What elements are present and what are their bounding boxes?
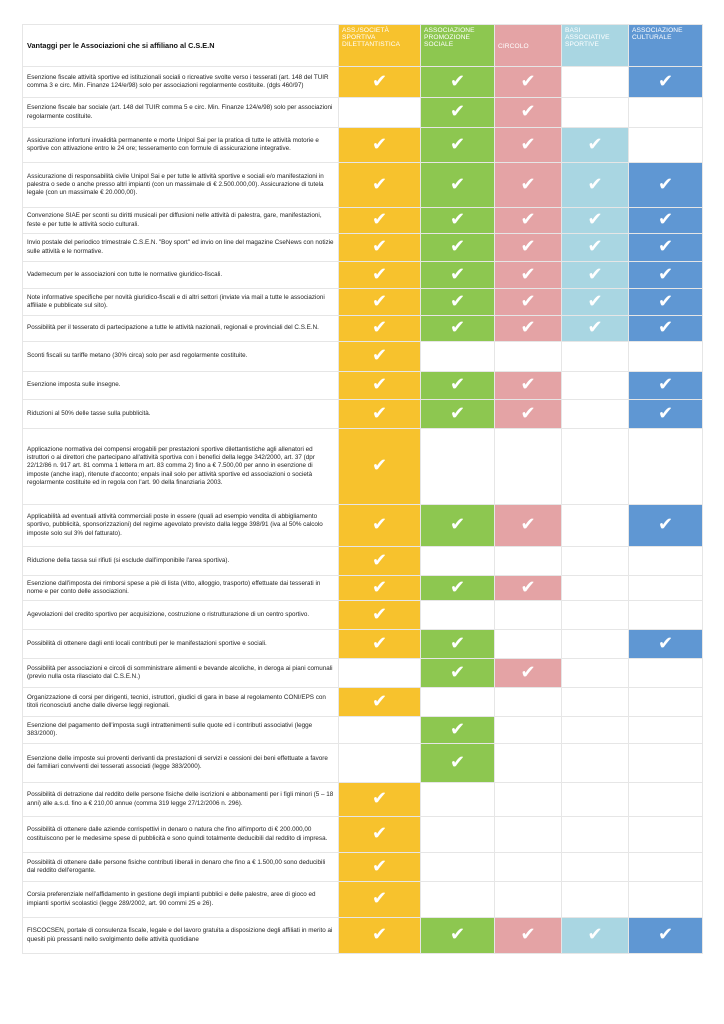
- benefit-description: Corsia preferenziale nell'affidamento in gestione degli impianti pubblici e delle palestre, aree di gioco ed impianti sportivi scolastici (legge 289/2002, art. 90 commi 25 e 26).: [23, 882, 339, 918]
- empty-cell-cir: [495, 601, 562, 630]
- checkmark-icon: ✔: [657, 263, 674, 285]
- check-cell-asd: [339, 372, 421, 400]
- checkmark-icon: ✔: [657, 290, 674, 312]
- check-cell-aps: [421, 262, 495, 289]
- check-cell-cul: [629, 400, 703, 429]
- benefit-description: Esenzione delle imposte sui proventi derivanti da prestazioni di servizi e cessioni dei beni effettuate a favore dei familiari conviventi dei tesserati associati (legge 383/2000).: [23, 744, 339, 783]
- check-cell-aps: [421, 576, 495, 601]
- benefit-row: [23, 429, 703, 505]
- checkmark-icon: ✔: [449, 70, 466, 92]
- benefit-row: [23, 262, 703, 289]
- check-cell-asd: [339, 601, 421, 630]
- checkmark-icon: ✔: [657, 209, 674, 230]
- checkmark-icon: ✔: [371, 455, 388, 476]
- checkmark-icon: ✔: [520, 209, 536, 230]
- empty-cell-bas: [562, 98, 629, 128]
- empty-cell-cul: [629, 783, 703, 817]
- check-cell-bas: [562, 918, 629, 954]
- check-cell-bas: [562, 128, 629, 163]
- checkmark-icon: ✔: [520, 70, 536, 92]
- checkmark-icon: ✔: [371, 888, 388, 909]
- check-cell-aps: [421, 208, 495, 234]
- checkmark-icon: ✔: [371, 317, 388, 338]
- checkmark-icon: ✔: [371, 855, 388, 877]
- empty-cell-cir: [495, 429, 562, 505]
- empty-cell-cir: [495, 853, 562, 882]
- check-cell-asd: [339, 918, 421, 954]
- empty-cell-aps: [421, 547, 495, 576]
- empty-cell-bas: [562, 67, 629, 98]
- checkmark-icon: ✔: [371, 603, 388, 625]
- checkmark-icon: ✔: [449, 402, 466, 424]
- checkmark-icon: ✔: [657, 317, 674, 338]
- check-cell-aps: [421, 744, 495, 783]
- empty-cell-bas: [562, 817, 629, 853]
- checkmark-icon: ✔: [587, 173, 603, 195]
- benefit-description: Possibilità per il tesserato di partecipazione a tutte le attività nazionali, regionali e provinciali del C.S.E.N.: [23, 316, 339, 342]
- benefit-row: [23, 372, 703, 400]
- empty-cell-bas: [562, 429, 629, 505]
- check-cell-asd: [339, 783, 421, 817]
- checkmark-icon: ✔: [657, 924, 674, 945]
- checkmark-icon: ✔: [371, 236, 388, 257]
- empty-cell-bas: [562, 342, 629, 372]
- empty-cell-bas: [562, 630, 629, 659]
- empty-cell-bas: [562, 576, 629, 601]
- checkmark-icon: ✔: [371, 70, 388, 92]
- checkmark-icon: ✔: [520, 661, 536, 683]
- empty-cell-cul: [629, 717, 703, 744]
- checkmark-icon: ✔: [371, 290, 388, 312]
- category-header-circolo: CIRCOLO: [495, 25, 562, 67]
- check-cell-cir: [495, 128, 562, 163]
- checkmark-icon: ✔: [371, 823, 388, 844]
- checkmark-icon: ✔: [371, 173, 388, 195]
- check-cell-cul: [629, 372, 703, 400]
- empty-cell-cul: [629, 688, 703, 717]
- check-cell-cul: [629, 289, 703, 316]
- empty-cell-cul: [629, 98, 703, 128]
- checkmark-icon: ✔: [520, 924, 536, 945]
- check-cell-cir: [495, 576, 562, 601]
- header-row: [23, 25, 703, 67]
- checkmark-icon: ✔: [371, 263, 388, 285]
- benefit-row: [23, 128, 703, 163]
- benefit-description: Applicabilità ad eventuali attività commerciali poste in essere (quali ad esempio vendita di abbigliamento sportivo, pubblicità, sponsorizzazioni) del regime agevolato previsto dalla legge 398/91 (iva al 50% calcolo imposte solo sul 3% del fatturato).: [23, 505, 339, 547]
- checkmark-icon: ✔: [449, 101, 466, 122]
- benefit-description: Esenzione fiscale attività sportive ed istituzionali sociali o ricreative svolte verso i tesserati (art. 148 del TUIR comma 3 e circ. Min. Finanze 124/e/98) solo per associazioni regolarmente costituite. (dgls 460/97): [23, 67, 339, 98]
- check-cell-cir: [495, 316, 562, 342]
- check-cell-cir: [495, 505, 562, 547]
- check-cell-asd: [339, 208, 421, 234]
- check-cell-cir: [495, 98, 562, 128]
- benefit-description: Organizzazione di corsi per dirigenti, tecnici, istruttori, giudici di gara in base al regolamento CONI/EPS con titoli riconosciuti anche dalle diverse leggi regionali.: [23, 688, 339, 717]
- check-cell-bas: [562, 234, 629, 262]
- empty-cell-asd: [339, 659, 421, 688]
- checkmark-icon: ✔: [449, 173, 466, 195]
- empty-cell-cir: [495, 882, 562, 918]
- check-cell-aps: [421, 372, 495, 400]
- benefit-row: [23, 98, 703, 128]
- benefit-row: [23, 817, 703, 853]
- empty-cell-cul: [629, 744, 703, 783]
- benefit-description: Esenzione del pagamento dell'imposta sugli intrattenimenti sulle quote ed i contributi associativi (legge 383/2000).: [23, 717, 339, 744]
- empty-cell-cir: [495, 717, 562, 744]
- checkmark-icon: ✔: [587, 133, 603, 155]
- empty-cell-bas: [562, 688, 629, 717]
- check-cell-cul: [629, 918, 703, 954]
- check-cell-asd: [339, 688, 421, 717]
- empty-cell-cul: [629, 547, 703, 576]
- checkmark-icon: ✔: [449, 236, 466, 257]
- checkmark-icon: ✔: [449, 661, 466, 683]
- empty-cell-aps: [421, 882, 495, 918]
- benefit-row: [23, 601, 703, 630]
- check-cell-aps: [421, 717, 495, 744]
- benefit-row: [23, 918, 703, 954]
- benefit-row: [23, 400, 703, 429]
- empty-cell-bas: [562, 547, 629, 576]
- checkmark-icon: ✔: [449, 718, 466, 740]
- check-cell-asd: [339, 342, 421, 372]
- benefit-row: [23, 342, 703, 372]
- empty-cell-cul: [629, 853, 703, 882]
- check-cell-asd: [339, 262, 421, 289]
- benefit-row: [23, 744, 703, 783]
- empty-cell-bas: [562, 659, 629, 688]
- check-cell-aps: [421, 234, 495, 262]
- check-cell-aps: [421, 163, 495, 208]
- checkmark-icon: ✔: [587, 236, 603, 257]
- empty-cell-bas: [562, 601, 629, 630]
- checkmark-icon: ✔: [449, 133, 466, 155]
- check-cell-asd: [339, 882, 421, 918]
- checkmark-icon: ✔: [449, 751, 466, 773]
- checkmark-icon: ✔: [449, 924, 466, 945]
- empty-cell-cir: [495, 342, 562, 372]
- checkmark-icon: ✔: [587, 924, 603, 945]
- check-cell-cir: [495, 400, 562, 429]
- empty-cell-cul: [629, 817, 703, 853]
- benefit-description: Esenzione imposta sulle insegne.: [23, 372, 339, 400]
- benefit-description: Possibilità per associazioni e circoli di somministrare alimenti e bevande alcoliche, in deroga ai piani comunali (previo nulla osta rilasciato dal C.S.E.N.): [23, 659, 339, 688]
- empty-cell-cir: [495, 817, 562, 853]
- benefit-description: Possibilità di ottenere dalle persone fisiche contributi liberali in denaro che fino a € 1.500,00 sono deducibili dal reddito dell'erogante.: [23, 853, 339, 882]
- benefits-rows: [23, 67, 703, 954]
- check-cell-asd: [339, 853, 421, 882]
- checkmark-icon: ✔: [520, 317, 536, 338]
- category-header-aps: ASSOCIAZIONE PROMOZIONE SOCIALE: [421, 25, 495, 67]
- empty-cell-cul: [629, 601, 703, 630]
- empty-cell-asd: [339, 717, 421, 744]
- empty-cell-asd: [339, 98, 421, 128]
- check-cell-asd: [339, 576, 421, 601]
- benefit-row: [23, 163, 703, 208]
- checkmark-icon: ✔: [587, 317, 603, 338]
- check-cell-cir: [495, 67, 562, 98]
- empty-cell-bas: [562, 400, 629, 429]
- check-cell-cir: [495, 234, 562, 262]
- checkmark-icon: ✔: [520, 290, 536, 312]
- benefit-description: Convenzione SIAE per sconti su diritti musicali per diffusioni nelle attività di palestra, gare, manifestazioni, feste e per tutte le attività socio culturali.: [23, 208, 339, 234]
- check-cell-aps: [421, 98, 495, 128]
- benefit-row: [23, 289, 703, 316]
- check-cell-aps: [421, 316, 495, 342]
- check-cell-aps: [421, 630, 495, 659]
- checkmark-icon: ✔: [520, 236, 536, 257]
- check-cell-aps: [421, 659, 495, 688]
- check-cell-aps: [421, 400, 495, 429]
- category-header-asd: ASS./SOCIETÀ SPORTIVA DILETTANTISTICA: [339, 25, 421, 67]
- empty-cell-aps: [421, 853, 495, 882]
- checkmark-icon: ✔: [449, 374, 466, 395]
- benefit-description: Possibilità di ottenere dagli enti locali contributi per le manifestazioni sportive e sociali.: [23, 630, 339, 659]
- checkmark-icon: ✔: [449, 514, 466, 535]
- check-cell-asd: [339, 429, 421, 505]
- empty-cell-aps: [421, 601, 495, 630]
- checkmark-icon: ✔: [449, 209, 466, 230]
- empty-cell-cul: [629, 128, 703, 163]
- benefit-row: [23, 67, 703, 98]
- checkmark-icon: ✔: [657, 514, 674, 535]
- checkmark-icon: ✔: [449, 263, 466, 285]
- check-cell-aps: [421, 289, 495, 316]
- checkmark-icon: ✔: [657, 402, 674, 424]
- check-cell-aps: [421, 918, 495, 954]
- check-cell-asd: [339, 630, 421, 659]
- category-header-basi: BASI ASSOCIATIVE SPORTIVE: [562, 25, 629, 67]
- check-cell-asd: [339, 163, 421, 208]
- benefit-row: [23, 853, 703, 882]
- empty-cell-cir: [495, 783, 562, 817]
- benefit-row: [23, 882, 703, 918]
- checkmark-icon: ✔: [371, 576, 388, 598]
- empty-cell-cul: [629, 882, 703, 918]
- empty-cell-cir: [495, 630, 562, 659]
- benefit-row: [23, 547, 703, 576]
- benefit-description: Esenzione dall'imposta dei rimborsi spese a piè di lista (vitto, alloggio, trasporto) effettuate dai tesserati in nome e per conto delle associazioni.: [23, 576, 339, 601]
- empty-cell-cir: [495, 744, 562, 783]
- empty-cell-aps: [421, 688, 495, 717]
- benefit-row: [23, 208, 703, 234]
- checkmark-icon: ✔: [520, 133, 536, 155]
- benefits-table: [22, 24, 703, 954]
- empty-cell-bas: [562, 372, 629, 400]
- check-cell-asd: [339, 547, 421, 576]
- benefit-description: Assicurazione infortuni invalidità permanente e morte Unipol Sai per la pratica di tutte le attività motorie e sportive con attivazione entro le 24 ore; tesseramento con formule di assicurazione integrative.: [23, 128, 339, 163]
- benefit-row: [23, 576, 703, 601]
- check-cell-asd: [339, 817, 421, 853]
- empty-cell-aps: [421, 342, 495, 372]
- checkmark-icon: ✔: [657, 374, 674, 395]
- empty-cell-bas: [562, 783, 629, 817]
- benefit-description: Esenzione fiscale bar sociale (art. 148 del TUIR comma 5 e circ. Min. Finanze 124/e/98) solo per associazioni regolarmente costituite.: [23, 98, 339, 128]
- checkmark-icon: ✔: [371, 690, 388, 712]
- benefit-row: [23, 783, 703, 817]
- check-cell-asd: [339, 400, 421, 429]
- check-cell-cul: [629, 262, 703, 289]
- check-cell-bas: [562, 289, 629, 316]
- checkmark-icon: ✔: [371, 209, 388, 230]
- empty-cell-cir: [495, 688, 562, 717]
- checkmark-icon: ✔: [371, 514, 388, 535]
- check-cell-cir: [495, 289, 562, 316]
- empty-cell-aps: [421, 783, 495, 817]
- checkmark-icon: ✔: [371, 345, 388, 366]
- benefit-description: Riduzione della tassa sui rifiuti (si esclude dall'imponibile l'area sportiva).: [23, 547, 339, 576]
- empty-cell-cul: [629, 342, 703, 372]
- benefit-row: [23, 717, 703, 744]
- checkmark-icon: ✔: [520, 263, 536, 285]
- empty-cell-bas: [562, 505, 629, 547]
- checkmark-icon: ✔: [657, 236, 674, 257]
- checkmark-icon: ✔: [371, 788, 388, 809]
- check-cell-asd: [339, 316, 421, 342]
- benefit-description: Possibilità di detrazione dal reddito delle persone fisiche delle iscrizioni e abbonamenti per i figli minori (5 – 18 anni) alle a.s.d. fino a € 210,00 annue (comma 319 legge 27/12/2006 n. 296).: [23, 783, 339, 817]
- empty-cell-bas: [562, 717, 629, 744]
- empty-cell-cir: [495, 547, 562, 576]
- benefit-description: Note informative specifiche per novità giuridico-fiscali e di altri settori (inviate via mail a tutte le associazioni affiliate e pubblicate sul sito).: [23, 289, 339, 316]
- checkmark-icon: ✔: [657, 70, 674, 92]
- empty-cell-asd: [339, 744, 421, 783]
- checkmark-icon: ✔: [520, 514, 536, 535]
- empty-cell-cul: [629, 429, 703, 505]
- checkmark-icon: ✔: [520, 374, 536, 395]
- check-cell-cul: [629, 630, 703, 659]
- benefit-row: [23, 234, 703, 262]
- empty-cell-bas: [562, 744, 629, 783]
- check-cell-cul: [629, 163, 703, 208]
- checkmark-icon: ✔: [371, 549, 388, 571]
- empty-cell-cul: [629, 659, 703, 688]
- empty-cell-bas: [562, 853, 629, 882]
- checkmark-icon: ✔: [449, 576, 466, 598]
- check-cell-asd: [339, 234, 421, 262]
- check-cell-aps: [421, 128, 495, 163]
- table-title: Vantaggi per le Associazioni che si affiliano al C.S.E.N: [23, 25, 339, 67]
- check-cell-bas: [562, 163, 629, 208]
- check-cell-cul: [629, 505, 703, 547]
- checkmark-icon: ✔: [587, 209, 603, 230]
- check-cell-asd: [339, 128, 421, 163]
- check-cell-cul: [629, 316, 703, 342]
- checkmark-icon: ✔: [371, 924, 388, 945]
- benefit-description: Sconti fiscali su tariffe metano (30% circa) solo per asd regolarmente costituite.: [23, 342, 339, 372]
- check-cell-cir: [495, 372, 562, 400]
- benefit-description: Possibilità di ottenere dalle aziende corrispettivi in denaro o natura che fino all'importo di € 200.000,00 costituiscono per le medesime spese di pubblicità e sono quindi totalmente deducibili dal reddito di impresa.: [23, 817, 339, 853]
- checkmark-icon: ✔: [371, 632, 388, 654]
- checkmark-icon: ✔: [520, 101, 536, 122]
- benefit-description: Riduzioni al 50% delle tasse sulla pubblicità.: [23, 400, 339, 429]
- benefit-row: [23, 316, 703, 342]
- checkmark-icon: ✔: [449, 317, 466, 338]
- benefit-description: Vademecum per le associazioni con tutte le normative giuridico-fiscali.: [23, 262, 339, 289]
- benefit-row: [23, 688, 703, 717]
- checkmark-icon: ✔: [449, 632, 466, 654]
- benefit-description: Applicazione normativa dei compensi erogabili per prestazioni sportive dilettantistiche agli allenatori ed istruttori o ai direttori che partecipano all'attività sportiva con i benefici della legge 342/2000, art. 37 (dpr 22/12/86 n. 917 art. 81 comma 1 lettera m art. 83 comma 2) fino a € 7.500,00 per anno in esenzione di imposte (anche irap), ritenute d'acconto; enpals inail solo per attività sportive ed associazioni o società regolarmente costituite ed in regola con l'art. 90 della finanziaria 2003.: [23, 429, 339, 505]
- benefit-row: [23, 630, 703, 659]
- empty-cell-bas: [562, 882, 629, 918]
- check-cell-cir: [495, 262, 562, 289]
- check-cell-cul: [629, 208, 703, 234]
- checkmark-icon: ✔: [587, 263, 603, 285]
- check-cell-cul: [629, 67, 703, 98]
- benefit-description: FISCOCSEN, portale di consulenza fiscale, legale e del lavoro gratuita a disposizione degli affiliati in merito ai quesiti più pressanti nello svolgimento delle attività quotidiane: [23, 918, 339, 954]
- checkmark-icon: ✔: [371, 402, 388, 424]
- checkmark-icon: ✔: [657, 632, 674, 654]
- checkmark-icon: ✔: [371, 133, 388, 155]
- empty-cell-aps: [421, 817, 495, 853]
- check-cell-asd: [339, 505, 421, 547]
- benefit-row: [23, 659, 703, 688]
- check-cell-bas: [562, 208, 629, 234]
- checkmark-icon: ✔: [520, 402, 536, 424]
- check-cell-cir: [495, 163, 562, 208]
- checkmark-icon: ✔: [587, 290, 603, 312]
- checkmark-icon: ✔: [520, 173, 536, 195]
- category-header-culturale: ASSOCIAZIONE CULTURALE: [629, 25, 703, 67]
- check-cell-cul: [629, 234, 703, 262]
- checkmark-icon: ✔: [371, 374, 388, 395]
- check-cell-aps: [421, 67, 495, 98]
- checkmark-icon: ✔: [449, 290, 466, 312]
- checkmark-icon: ✔: [520, 576, 536, 598]
- benefit-row: [23, 505, 703, 547]
- benefit-description: Invio postale del periodico trimestrale C.S.E.N. "Boy sport" ed invio on line del magazine CseNews con notizie sulle attività e le normative.: [23, 234, 339, 262]
- check-cell-cir: [495, 918, 562, 954]
- check-cell-cir: [495, 659, 562, 688]
- check-cell-cir: [495, 208, 562, 234]
- check-cell-asd: [339, 67, 421, 98]
- empty-cell-cul: [629, 576, 703, 601]
- benefit-description: Agevolazioni del credito sportivo per acquisizione, costruzione o ristrutturazione di un centro sportivo.: [23, 601, 339, 630]
- benefits-sheet: [22, 24, 702, 954]
- empty-cell-aps: [421, 429, 495, 505]
- benefit-description: Assicurazione di responsabilità civile Unipol Sai e per tutte le attività sportive e sociali e/o manifestazioni in palestra o sede o anche presso altri impianti (con un massimale di € 2.500.000,00). Assicurazione di tutela legale (con un massimale € 20.000,00).: [23, 163, 339, 208]
- checkmark-icon: ✔: [657, 173, 674, 195]
- check-cell-bas: [562, 262, 629, 289]
- check-cell-aps: [421, 505, 495, 547]
- check-cell-bas: [562, 316, 629, 342]
- check-cell-asd: [339, 289, 421, 316]
